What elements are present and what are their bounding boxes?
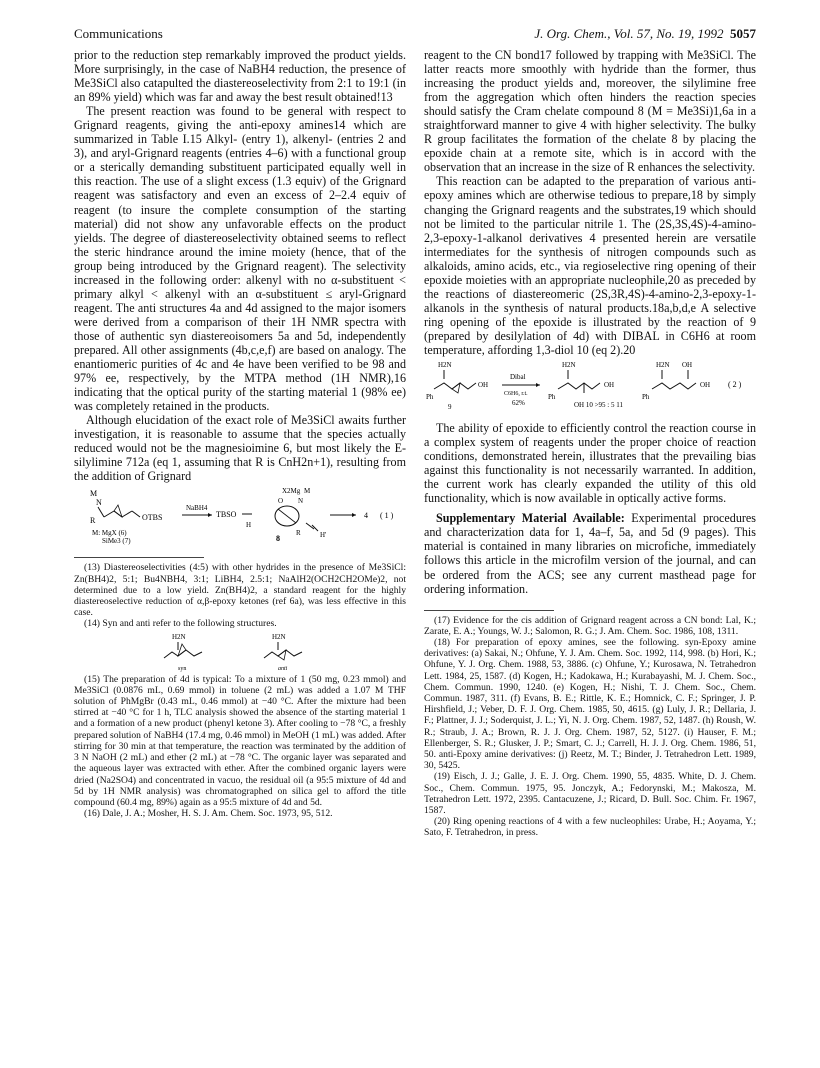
eq2-number: ( 2 ) xyxy=(728,380,742,390)
eq1-bond xyxy=(122,511,132,517)
right-paragraph-1: reagent to the CN bond17 followed by trapping with Me3SiCl. The latter reacts more smoothly with hydride than the former, thus increasing the product yields and, moreover, the silylimine free from the aggregation which often hinders the reaction species should satisfy the Cram chelate compound 8 (M = Me3Si)1,6a in a straightforward manner to give 4 with higher selectivity. The bulky R group facilitates the formation of the chelate 8 by placing the epoxide chain at a remote site, which is in accord with the observation that an increase in the size of R enhances the selectivity. xyxy=(424,48,756,175)
anti-h2n: H2N xyxy=(272,632,286,641)
eq2-conditions: C6H6, r.t. xyxy=(504,391,528,398)
left-paragraph-3: Although elucidation of the exact role of Me3SiCl awaits further investigation, it is reasonable to assume that the species actually reduced would not be the magnesioimine 6, but most likely the E-silylimine 712a (eq 1, assuming that R is CnH2n+1), resulting from the addition of Grignard xyxy=(74,413,406,484)
equation-1-scheme xyxy=(74,483,406,551)
eq1-compound-8: 8 xyxy=(276,534,280,544)
footnote-14: (14) Syn and anti refer to the following structures. xyxy=(84,618,277,630)
eq2-chain-10 xyxy=(558,383,600,389)
footnote-18: (18) For preparation of epoxy amines, see the following. syn-Epoxy amine derivatives: (a) Sakai, N.; Ohfune, Y. J. Am. Chem. Soc. 1992, 114, 998. (b) Hori, K.; Ohfune, Y. J. Org. Chem. 1988, 53, 3886. (c) Ohfune, Y.; Kurosawa, N. Tetrahedron Lett. 1984, 25, 1587. (d) Kogen, H.; Kadokawa, H.; Kurabayashi, M. J. Chem. Soc., Chem. Commun. 1990, 1240. (e) Kogen, H.; Nishi, T. J. Chem. Soc., Chem. Commun. 1987, 311. (f) Evans, B. E.; Rittle, K. E.; Homnick, C. F.; Springer, J. P. Hirshfield, J.; Veber, D. F. J. Org. Chem. 1985, 50, 4615. (g) Luly, J. R.; Dellaria, J. F.; Plattner, J. J.; Soderquist, J. L.; Yi, N. J. Org. Chem. 1987, 52, 1487. (h) Roush, W. R.; Straub, J. A.; Brown, R. J. J. Org. Chem. 1987, 52, 5127. (i) Hauser, F. M.; Ellenberger, S. R.; Glusker, J. P.; Smart, C. J.; Carrell, H. J. J. Org. Chem. 1986, 51, 50. anti-Epoxy amine derivatives: (j) Reetz, M. T.; Binder, J. Tetrahedron Lett. 1989, 30, 5425. xyxy=(424,637,756,772)
supplementary-heading: Supplementary Material Available: xyxy=(436,511,625,526)
eq1-h2: H' xyxy=(320,531,327,540)
eq2-chain-11 xyxy=(652,383,696,389)
eq2-h2n-10: H2N xyxy=(562,361,576,370)
eq2-reagent: Dibal xyxy=(510,373,526,382)
footnote-20: (20) Ring opening reactions of 4 with a few nucleophiles: Urabe, H.; Aoyama, Y.; Sato, F. Tetrahedron, in press. xyxy=(424,816,756,839)
eq1-bond xyxy=(98,507,104,517)
footnote-15: (15) The preparation of 4d is typical: To a mixture of 1 (50 mg, 0.23 mmol) and Me3SiCl (0.0876 mL, 0.69 mmol) in toluene (2 mL) was added a 1.07 M THF solution of PhMgBr (0.43 mL, 0.46 mmol) at −40 °C. After the mixture had been stirred at −40 °C for 1 h, TLC analysis showed the absence of the starting material 1 and a formation of a new product (phenyl ketone 3). After cooling to −78 °C, a freshly prepared solution of NaBH4 (17.4 mg, 0.46 mmol) in MeOH (1 mL) was added. After stirring for 30 min at that temperature, the reaction was terminated by the addition of 3 N NaOH (2 mL) and ether (2 mL) at −78 °C. The organic layer was separated and the aqueous layer was extracted with ether. After the combined organic layers were dried (Na2SO4) and concentrated in vacuo, the residual oil (a 95:5 mixture of 4d and 5d by 1H NMR analysis) was chromatographed on silica gel to afford the title compound (60.4 mg, 89%) again as a 95:5 mixture of 4d and 5d. xyxy=(74,673,406,808)
footnote-19: (19) Eisch, J. J.; Galle, J. E. J. Org. Chem. 1990, 55, 4835. White, D. J. Chem. Soc., Chem. Commun. 1975, 95. Jonczyk, A.; Fedorynski, M.; Makosza, M. Tetrahedron Lett. 1972, 2395. Cantacuzene, J.; Ricard, D. Bull. Soc. Chim. Fr. 1967, 1587. xyxy=(424,771,756,817)
eq1-n-label: N xyxy=(96,498,102,508)
eq1-m2: M xyxy=(304,487,311,496)
eq2-ph-9: Ph xyxy=(426,393,434,402)
syn-chain xyxy=(164,650,202,658)
eq1-n2: N xyxy=(298,497,304,506)
eq1-epoxide xyxy=(114,505,122,517)
left-paragraph-1: prior to the reduction step remarkably improved the product yields. More surprisingly, in the case of NaBH4 reduction, the presence of Me3SiCl also catapulted the diastereoselectivity from 2:1 to 19:1 (in an 89% yield) which was far and away the best result obtained!13 xyxy=(74,48,406,105)
footnote-13: (13) Diastereoselectivities (4:5) with other hydrides in the presence of Me3SiCl: Zn(BH4)2, 5:1; Bu4NBH4, 3:1; LiBH4, 2.5:1; NaAlH2(OCH2CH2OMe)2, not determined due to a low yield. Zn(BH4)2, a standard reagent for the highly diastereoselective reduction of α,β-epoxy ketones (ref 6a), was less effective in this case. xyxy=(74,562,406,619)
eq2-h2n-11: H2N xyxy=(656,361,670,370)
eq1-bond xyxy=(132,511,140,517)
eq1-m-label: M xyxy=(90,489,98,499)
eq2-oh-11-top: OH xyxy=(682,361,693,370)
right-paragraph-2: This reaction can be adapted to the preparation of various anti-epoxy amines which are otherwise tedious to prepare,18 by simply changing the Grignard reagents and the substrates,19 which should not be limited to the particular nitrile 1. The (2S,3S,4S)-4-amino-2,3-epoxy-1-alkanol derivatives 4 presented herein are versatile intermediates for the synthesis of nitrogen compounds such as alkaloids, amino acids, etc., via regioselective ring opening of their epoxide moieties with an appropriate nucleophile,20 as preceded by the reactions of diastereomeric (2S,3R,4S)-4-amino-2,3-epoxy-1-alkanols in the synthesis of natural products.18a,b,d,e A selective ring opening of the epoxide is illustrated by the reaction of 9 (prepared by desilylation of 4d) with DIBAL in C6H6 at room temperature, affording 1,3-diol 10 (eq 2).20 xyxy=(424,174,756,357)
eq2-oh-9: OH xyxy=(478,381,489,390)
eq2-yield: 62% xyxy=(512,399,525,408)
syn-label: syn xyxy=(178,665,187,672)
eq2-ph-10: Ph xyxy=(548,393,556,402)
eq2-chain-9 xyxy=(434,383,476,389)
anti-label: anti xyxy=(278,665,288,672)
eq2-h2n-9: H2N xyxy=(438,361,452,370)
eq1-r2: R xyxy=(296,529,301,538)
eq1-reagent: NaBH4 xyxy=(186,504,208,513)
footnote-16: (16) Dale, J. A.; Mosher, H. S. J. Am. Chem. Soc. 1973, 95, 512. xyxy=(84,808,333,820)
eq1-tbso: TBSO xyxy=(216,510,237,520)
syn-anti-structures xyxy=(74,630,406,674)
eq2-compound-10-11: OH 10 >95 : 5 11 xyxy=(574,401,623,410)
footnote-rule-right xyxy=(424,610,554,611)
eq1-arrowhead xyxy=(208,513,212,517)
eq1-bond xyxy=(278,509,296,523)
left-column xyxy=(74,48,406,819)
journal-name: J. Org. Chem., Vol. 57, No. 19, 1992 xyxy=(534,26,724,41)
eq1-o: O xyxy=(278,497,284,506)
eq1-x2mg: X2Mg xyxy=(282,487,301,496)
anti-chain xyxy=(264,650,302,658)
eq1-bond xyxy=(104,511,114,517)
eq2-arrowhead xyxy=(536,383,540,387)
eq1-otbs: OTBS xyxy=(142,513,163,523)
eq1-m-line2: SiMe3 (7) xyxy=(102,537,131,546)
supplementary-material xyxy=(424,511,756,595)
eq1-arrowhead-2 xyxy=(352,513,356,517)
right-column xyxy=(424,48,756,839)
syn-epoxide xyxy=(178,644,186,656)
page-number: 5057 xyxy=(730,26,756,41)
supplementary-body: Experimental procedures and characterization data for 1, 4a–f, 5a, and 5d (9 pages). This material is contained in many libraries on microfiche, immediately follows this article in the microfilm version of the journal, and can be ordered from the ACS; see any current masthead page for ordering information. xyxy=(424,511,756,596)
eq2-oh-10: OH xyxy=(604,381,615,390)
footnote-rule xyxy=(74,557,204,558)
eq1-number: ( 1 ) xyxy=(380,511,394,521)
eq1-r-label: R xyxy=(90,516,96,526)
left-paragraph-2: The present reaction was found to be general with respect to Grignard reagents, giving the anti-epoxy amines14 which are summarized in Table I.15 Alkyl- (entry 1), alkenyl- (entries 2 and 3), and aryl-Grignard reagents (entries 4–6) with a functional group or a sterically demanding substituent participated equally well in this reaction. The use of a slight excess (1.3 equiv) of the Grignard reagent was satisfactory and even an excess of 2–2.4 equiv of reagent (to insure the complete consumption of the starting material) did not show any unfavorable effects on the product yields. The degree of diastereoselectivity obtained seems to reflect the steric hindrance around the imine moiety (hence, that of the group being introduced by the Grignard reagent). The selectivity increased in the following order: alkenyl with no α-substituent < primary alkyl < alkenyl with an α-substituent ≤ aryl-Grignard reagent. The anti structures 4a and 4d assigned to the major isomers were derived from a comparison of their 1H NMR spectra with those of authentic syn diastereoisomers 5a and 5d, independently prepared. All other assignments (4b,c,e,f) are based on analogy. The enantiomeric purities of 4c and 4e have been verified to be 98 and 97% ee, respectively, by the MTPA method (1H NMR),16 indicating that the optical purity of the starting material 1 (98% ee) was completely retained in the products. xyxy=(74,104,406,414)
running-header xyxy=(74,26,756,44)
equation-2-scheme xyxy=(424,357,756,421)
syn-h2n: H2N xyxy=(172,632,186,641)
eq2-compound-9: 9 xyxy=(448,403,452,412)
eq1-m-line1: M: MgX (6) xyxy=(92,529,127,538)
journal-citation xyxy=(534,26,756,42)
eq1-h-label: H xyxy=(246,521,252,530)
eq2-oh-11: OH xyxy=(700,381,711,390)
eq1-product: 4 xyxy=(364,511,368,521)
footnote-17: (17) Evidence for the cis addition of Grignard reagent across a CN bond: Lal, K.; Zarate, E. A.; Youngs, W. J.; Salomon, R. G.; J. Am. Chem. Soc. 1986, 108, 1311. xyxy=(424,614,756,637)
eq2-ph-11: Ph xyxy=(642,393,650,402)
section-label: Communications xyxy=(74,26,163,41)
right-paragraph-3: The ability of epoxide to efficiently control the reaction course in a complex system of reagents under the proper choice of reaction conditions, demonstrated herein, illustrates that the prevailing bias against this functionality is not necessarily warranted. In addition, the current work has clearly expanded the utility of this old functionality, which is now available in optically active forms. xyxy=(424,421,756,506)
